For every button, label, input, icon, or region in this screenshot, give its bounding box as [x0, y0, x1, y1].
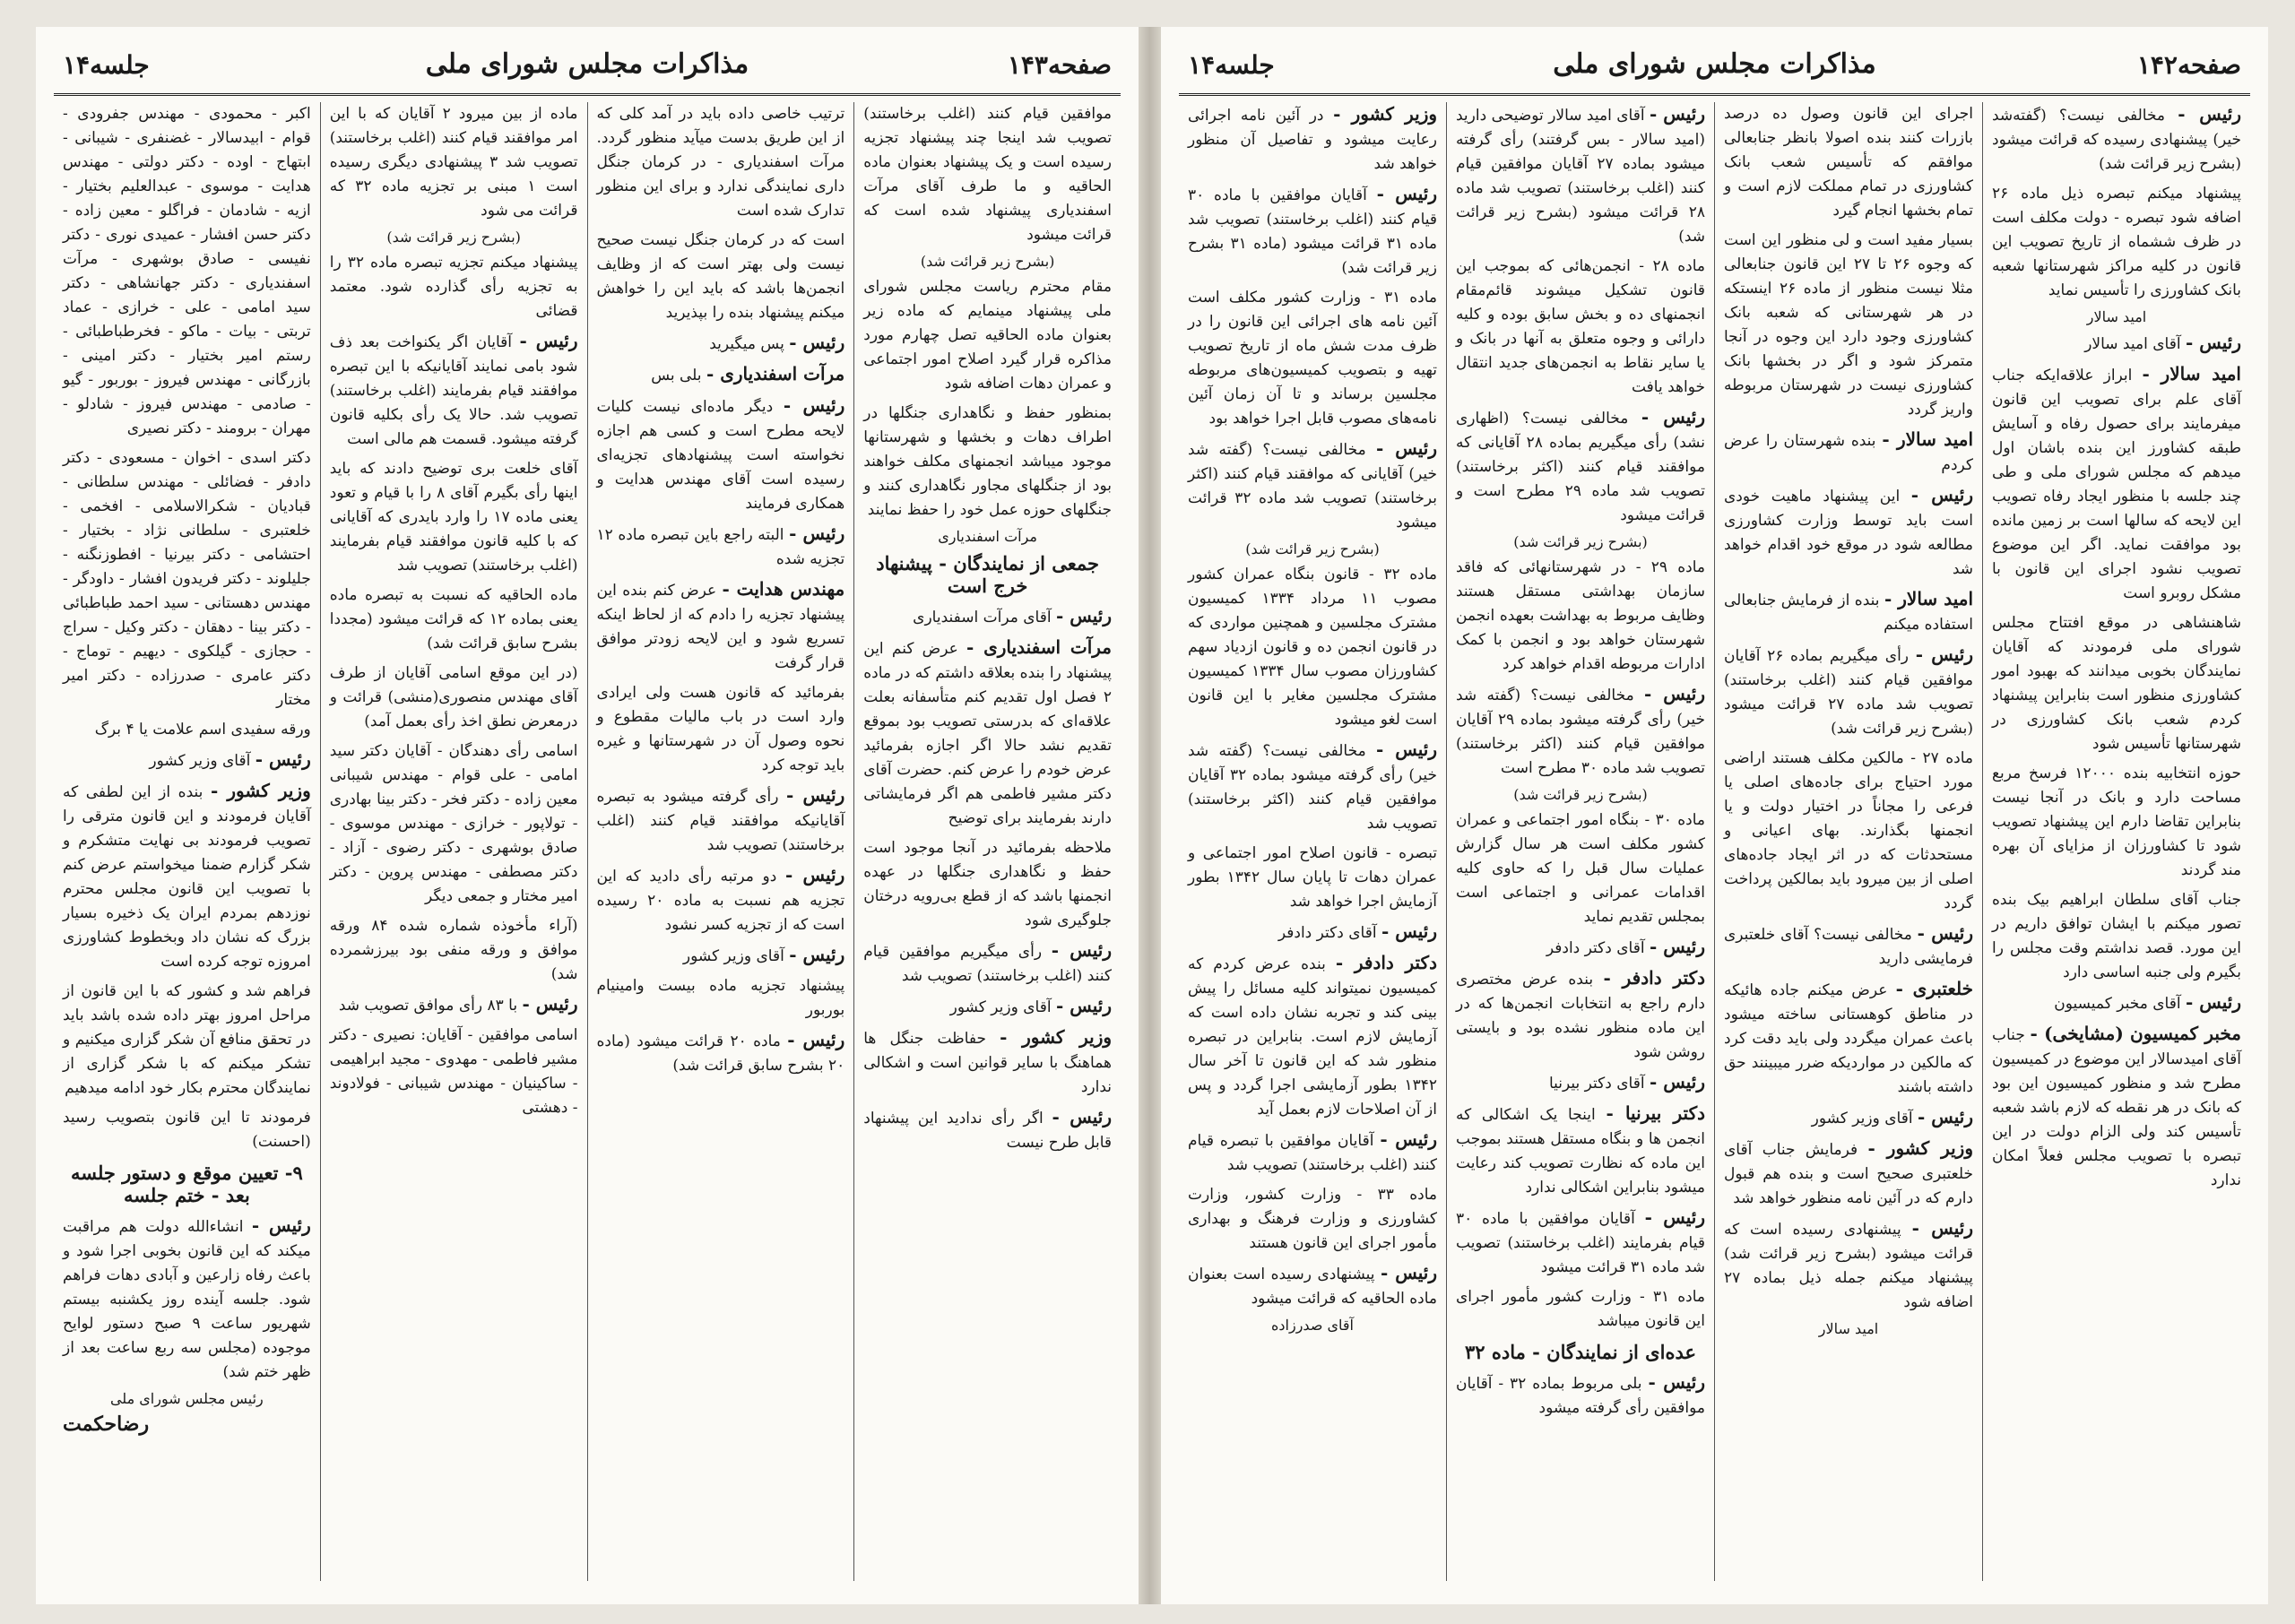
paragraph [1456, 1101, 1705, 1200]
left-page-header [54, 43, 1121, 96]
speaker-name: وزیر کشور - [1333, 103, 1438, 125]
paragraph [1724, 747, 1973, 916]
paragraph-text: فرمایش جناب آقای خلعتبری صحیح است و بنده هم قبول دارم که در آئین نامه منظور خواهد شد [1724, 1141, 1973, 1207]
speaker-name: رئیس - [2178, 103, 2241, 125]
speaker-name: رئیس - [1380, 1262, 1438, 1283]
paragraph-text: مخالفی نیست؟ آقای خلعتبری فرمایشی دارید [1724, 926, 1973, 968]
paragraph-text: ماده الحاقیه که نسبت به تبصره ماده یعنی بماده ۱۲ که قرائت میشود (مجددا بشرح سابق قرائت شد) [329, 586, 578, 652]
paragraph [1188, 1261, 1437, 1311]
paragraph-text: جناب آقای امیدسالار این موضوع در کمیسیون مطرح شد و منظور کمیسیون این بود که بانک در هر نقطه که لازم باشد شعبه تأسیس کند ولی الزام دولت در این تبصره با تصویب مجلس فعلاً امکان ندارد [1992, 1026, 2241, 1189]
paragraph [1724, 587, 1973, 637]
paragraph [597, 102, 845, 223]
paragraph-text: مقام محترم ریاست مجلس شورای ملی پیشنهاد مینمایم که ماده زیر بعنوان ماده الحاقیه تصل چهارم مورد مذاکره قرار گیرد اصلاح امور اجتماعی و عمران دهات اضافه شود [863, 278, 1112, 393]
paragraph-text: آقای وزیر کشور [949, 998, 1052, 1016]
paragraph-text: آقای دکتر دادفر [1546, 939, 1645, 957]
paragraph [63, 1214, 311, 1385]
paragraph-text: ماده ۲۹ - در شهرستانهائی که فاقد سازمان بهداشتی مستقل هستند وظایف مربوط به بهداشت بعهده انجمن شهرستان خواهد بود و انجمن با کمک ادارات مربوطه اقدام خواهد کرد [1456, 558, 1705, 673]
speaker-name: رئیس - [1641, 406, 1705, 428]
paragraph [63, 446, 311, 713]
paragraph-text: ماده ۳۰ - بنگاه امور اجتماعی و عمران کشور مکلف است هر سال گزارش عملیات سال قبل را که حاوی کلیه اقدامات عمرانی و اجتماعی است بمجلس تقدیم نماید [1456, 811, 1705, 926]
paragraph [330, 102, 578, 223]
paragraph-text: اینجا یک اشکالی که انجمن ها و بنگاه مستقل هستند بموجب این ماده که نظارت تصویب کند رعایت میشود بنابراین اشکالی ندارد [1456, 1106, 1705, 1196]
paragraph [330, 661, 578, 734]
speaker-name: رئیس - [1911, 1217, 1974, 1239]
text-column [1982, 102, 2250, 1581]
paragraph [63, 747, 311, 773]
paragraph-text: بنده عرض کردم که کمیسیون نمیتواند کلیه مسائل را پیش بینی کند و تجربه نشان داده است که آزمایش لازم است. بنابراین در تبصره منظور شد که این قانون تا آخر سال ۱۳۴۲ بطور آزمایشی اجرا گردد و پس از آن اصلاحات لازم بعمل آید [1188, 955, 1437, 1119]
paragraph-text: بفرمائید که قانون هست ولی ایرادی وارد است در باب مالیات مقطوع و نحوه وصول آن در شهرستانها و غیره باید توجه کرد [596, 684, 845, 774]
paragraph-text: آقای مرآت اسفندیاری [913, 609, 1052, 626]
paragraph-text: مخالفی نیست؟ (اظهاری نشد) رأی میگیریم بماده ۲۸ آقایانی که موافقند قیام کنند (اکثر برخاستند) تصویب شد ماده ۲۹ مطرح است و قرائت میشود [1456, 410, 1706, 524]
paragraph [597, 681, 845, 778]
paragraph [1456, 556, 1705, 677]
paragraph-text: مخالفی نیست؟ (گفته‌شد خیر) پیشنهادی رسیده که قرائت میشود (بشرح زیر قرائت شد) [1992, 107, 2241, 173]
speaker-name: رئیس - [1649, 103, 1706, 125]
right-page-columns [1179, 102, 2250, 1581]
paragraph [1188, 563, 1437, 732]
text-column [1179, 102, 1446, 1581]
text-column [1714, 102, 1982, 1581]
paragraph-text: بمنظور حفظ و نگاهداری جنگلها در اطراف دهات و بخشها و شهرستانها موجود میباشد انجمنهای مکلف خواهند بود از جنگلهای مجاور نگاهداری کنند و جنگلهای حوزه عمل خود را حفظ نمایند [863, 404, 1112, 519]
paragraph [1992, 762, 2241, 883]
speaker-name: رئیس - [1649, 936, 1705, 957]
paragraph [863, 275, 1112, 396]
paragraph [1992, 182, 2241, 303]
paragraph [863, 102, 1112, 247]
paragraph-text: بنده از این لطفی که آقایان فرمودند و این قانون مترقی را تصویب فرمودند بی نهایت متشکرم و شکر گزارم ضمنا میخواستم عرض کنم با تصویب این قانون مجلس محترم نوزدهم بمردم ایران یک ذخیره بسیار بزرگ که نشان داد وبخطوط کشاورزی امروزه توجه کرده است [63, 783, 311, 971]
stage-note: (بشرح زیر قرائت شد) [1245, 540, 1380, 557]
paragraph-text: ملاحظه بفرمائید در آنجا موجود است حفظ و نگاهداری جنگلها در عهده انجمنها باشد که از قطع بی‌رویه درختان جلوگیری شود [863, 839, 1112, 929]
speaker-name: رئیس - [2185, 991, 2241, 1013]
paragraph [1456, 935, 1705, 961]
paragraph [597, 393, 845, 516]
paragraph [1992, 331, 2241, 357]
paragraph [1188, 951, 1437, 1122]
speaker-name: دکتر دادفر - [1335, 952, 1437, 973]
paragraph [597, 783, 845, 858]
speaker-name: رئیس - [1376, 437, 1437, 459]
paragraph [1992, 362, 2241, 606]
stage-note: امید سالار [2086, 308, 2147, 325]
paragraph [1456, 102, 1705, 249]
speaker-name: رئیس - [1649, 1071, 1705, 1093]
speaker-name: رئیس - [251, 1214, 311, 1236]
paragraph-text: پیشنهادی رسیده است که قرائت میشود (بشرح زیر قرائت شد) پیشنهاد میکنم جمله ذیل بماده ۲۷ اضافه شود [1724, 1221, 1973, 1311]
stage-note: آقای صدرزاده [1271, 1317, 1354, 1334]
paragraph-text: دیگر ماده‌ای نیست کلیات لایحه مطرح است و کسی هم اجازه نخواسته است پیشنهادهای تجزیه‌ای رسیده است آقای مهندس هدایت و همکاری فرمایند [596, 398, 845, 513]
paragraph-text: عرض کنم این پیشنهاد را بنده بعلاقه داشتم که در ماده ۲ فصل اول تقدیم کنم متأسفانه بعلت علاقه‌ای که بدرستی تصویب بود بموقع تقدیم نشد حالا اگر اجازه بفرمائید عرض خودم را عرض کنم. حضرت آقای دکتر مشیر فاطمی هم اگر فرمایشاتی دارند بفرمایند برای توضیح [863, 640, 1112, 827]
left-page-title: مذاکرات مجلس شورای ملی [425, 48, 749, 80]
paragraph [1188, 920, 1437, 946]
speaker-name: وزیر کشور - [1867, 1137, 1973, 1159]
paragraph-text: عرض میکنم جاده هائیکه در مناطق کوهستانی ساخته میشود باعث عمران میگردد ولی باید دقت کرد که مالکین در مواردیکه ضرر میبینند حق داشته باشند [1724, 981, 1973, 1096]
speaker-name: رئیس - [522, 993, 578, 1015]
paragraph [597, 331, 845, 357]
paragraph [597, 863, 845, 937]
paragraph [63, 718, 311, 742]
right-page-title: مذاکرات مجلس شورای ملی [1553, 48, 1876, 80]
speaker-name: رئیس - [1910, 484, 1973, 505]
paragraph-text: اکبر - محمودی - مهندس جفرودی - قوام - ابیدسالار - غضنفری - شیبانی - ابتهاج - اوده - دکتر دولتی - مهندس هدایت - موسوی - عبدالعلیم بختیار - ازیه - شادمان - فراگلو - معین زاده - دکتر حسن افشار - عمیدی نوری - دکتر نفیسی - صادق بوشهری - مرآت اسفندیاری - دکتر جهانشاهی - دکتر سید امامی - علی - خرازی - عماد تربتی - بیات - ماکو - فخرطباطبائی - رستم امیر بختیار - دکتر امینی - بازرگانی - مهندس فیروز - بوربور - گیو - صادمی - مهندس فیروز - شادلو - مهران - برومند - دکتر نصیری [63, 105, 311, 437]
paragraph-text: مخالفی نیست؟ (گفته شد خیر) آقایانی که موافقند قیام کنند (اکثر برخاستند) تصویب شد ماده ۳۲ قرائت میشود [1188, 441, 1438, 531]
paragraph [597, 229, 845, 325]
paragraph-text: بلی مربوط بماده ۳۲ - آقایان موافقین رأی گرفته میشود [1456, 1375, 1705, 1417]
signature: رضاحکمت [63, 1412, 150, 1436]
paragraph [1724, 483, 1973, 582]
paragraph-text: آقای امید سالار [2084, 335, 2181, 353]
paragraph-text: در آئین نامه اجرائی رعایت میشود و تفاصیل آن منظور خواهد شد [1188, 107, 1437, 173]
paragraph [63, 779, 311, 974]
text-column [1446, 102, 1714, 1581]
text-column [853, 102, 1121, 1581]
speaker-name: رئیس - [255, 748, 311, 770]
right-page [1161, 27, 2268, 1604]
paragraph [863, 938, 1112, 989]
paragraph-text: عرض کنم بنده این پیشنهاد تجزیه را دادم که از لحاظ اینکه تسریع شود و این لایحه زودتر موافق قرار گرفت [596, 582, 845, 672]
paragraph-text: پیشنهاد تجزیه ماده بیست وامینیام بوربور [596, 977, 845, 1019]
paragraph [1456, 682, 1705, 781]
paragraph [863, 604, 1112, 630]
paragraph-text: ماده ۲۸ - انجمن‌هائی که بموجب این قانون تشکیل میشوند قائم‌مقام انجمنهای ده و بخش سابق بوده و کلیه دارائی و وجوه متعلق به آنها در بانک و یا سایر نقاط به انجمن‌های جدید انتقال خواهد یافت [1456, 257, 1705, 396]
speaker-name: مهندس هدایت - [722, 578, 845, 600]
paragraph-text: رأی میگیریم موافقین قیام کنند (اغلب برخاستند) تصویب شد [863, 943, 1112, 985]
paragraph-text: فراهم شد و کشور که با این قانون از مراحل امروز بهتر داده شده باشد باید در تحقق منافع آن شکر گزاری میکنیم و تشکر میکنم که با شکر گزاری از نمایندگان محترم بکار خود ادامه میدهیم [63, 982, 311, 1097]
text-column [54, 102, 320, 1581]
text-column [320, 102, 587, 1581]
paragraph-text: این پیشنهاد ماهیت خودی است باید توسط وزارت کشاورزی مطالعه شود در موقع خود اقدام خواهد شد [1724, 488, 1973, 578]
speaker-name: رئیس - [786, 784, 845, 806]
paragraph-text: بنده شهرستان را عرض کردم [1724, 432, 1973, 474]
paragraph-text: آقای امید سالار توضیحی دارید (امید سالار - بس گرفتند) رأی گرفته میشود بماده ۲۷ آقایان موافقین قیام کنند (اغلب برخاستند) تصویب شد ماده ۲۸ قرائت میشود (بشرح زیر قرائت شد) [1456, 107, 1705, 246]
paragraph [1188, 1127, 1437, 1178]
speaker-name: مرآت اسفندیاری - [706, 363, 845, 384]
paragraph-text: اسامی رأی دهندگان - آقایان دکتر سید امامی - علی قوام - مهندس شیبانی معین زاده - دکتر فخر - دکتر بینا بهادری - تولاپور - خرازی - مهندس موسوی - صادق بوشهری - دکتر رضوی - آزاد - دکتر مصطفی - مهندس پروین - دکتر امیر مختار و جمعی دیگر [329, 742, 578, 905]
paragraph-text: رأی گرفته میشود به تبصره آقایانیکه موافقند قیام کنند (اغلب برخاستند) تصویب شد [596, 788, 845, 854]
paragraph-text: فرمودند تا این قانون بتصویب رسید (احسنت) [63, 1109, 311, 1151]
paragraph-text: اگر رأی ندادید این پیشنهاد قابل طرح نیست [863, 1110, 1112, 1152]
paragraph-text: آقای خلعت بری توضیح دادند که باید اینها رأی بگیرم آقای ۸ را با قیام و تعود یعنی ماده ۱۷ را وارد بایدری که آقایانی که با کلیه قانون موافقند قیام بفرمایند (اغلب برخاستند) تصویب شد [329, 460, 578, 574]
paragraph-text: آقای وزیر کشور [149, 752, 251, 770]
stage-note: (بشرح زیر قرائت شد) [386, 229, 521, 246]
paragraph-text: (در این موقع اسامی آقایان از طرف آقای مهندس منصوری(منشی) قرائت و درمعرض نطق اخذ رأی بعمل آمد) [329, 664, 578, 730]
paragraph-text: ماده ۳۱ - وزارت کشور مکلف است آئین نامه های اجرائی این قانون را در ظرف مدت شش ماه از تاریخ تصویب تهیه و بتصویب کمیسیون‌های مربوطه مجلسین برساند و تا آن زمان آئین نامه‌های مصوب قابل اجرا خواهد بود [1188, 289, 1438, 428]
paragraph [863, 994, 1112, 1020]
paragraph-text: ماده ۲۷ - مالکین مکلف هستند اراضی مورد احتیاج برای جاده‌های اصلی یا فرعی را مجاناً در اختیار دولت و یا انجمنها بگذارند. بهای اعیانی و مستحدثات که در اثر ایجاد جاده‌های اصلی از بین میرود باید بمالکین پرداخت گردد [1724, 749, 1973, 912]
paragraph [63, 1106, 311, 1154]
section-heading: جمعی از نمایندگان - پیشنهاد خرج است [876, 552, 1100, 597]
paragraph-text: حوزه انتخابیه بنده ۱۲۰۰۰ فرسخ مربع مساحت دارد و بانک در آنجا نیست بنابراین تقاضا دارم این پیشنهاد تصویب شود تا کشاورزان از مزایای آن بهره مند گردند [1992, 764, 2241, 879]
paragraph-text: آقای وزیر کشور [682, 947, 784, 965]
paragraph-text: بلی بس [651, 367, 702, 384]
paragraph [330, 1024, 578, 1120]
speaker-name: رئیس - [1648, 1371, 1705, 1393]
speaker-name: رئیس - [1376, 183, 1438, 204]
speaker-name: رئیس - [789, 523, 845, 544]
paragraph-text: پیشنهاد میکنم تبصره ذیل ماده ۲۶ اضافه شود تبصره - دولت مکلف است در ظرف ششماه از تاریخ تصویب این قانون در کلیه مراکز شهرستانها شعبه بانک کشاورزی را تأسیس نماید [1992, 185, 2241, 299]
paragraph [1456, 255, 1705, 400]
paragraph [1724, 428, 1973, 478]
section-heading: ۹- تعیین موقع و دستور جلسه بعد - ختم جلسه [70, 1162, 303, 1206]
speaker-name: امید سالار - [1882, 428, 1973, 450]
paragraph-text: تبصره - قانون اصلاح امور اجتماعی و عمران دهات تا پایان سال ۱۳۴۲ بطور آزمایش اجرا خواهد شد [1188, 844, 1437, 911]
speaker-name: مخبر کمیسیون (مشایخی) - [2030, 1023, 2242, 1044]
paragraph-text: ترتیب خاصی داده باید در آمد کلی که از این طریق بدست میآید منظور گردد. مرآت اسفندیاری - در کرمان جنگل داری نمایندگی ندارد و برای این منظور تدارک شده است [596, 105, 845, 220]
paragraph [1992, 990, 2241, 1016]
speaker-name: رئیس - [1644, 683, 1705, 704]
paragraph-text: آقایان موافقین با تبصره قیام کنند (اغلب برخاستند) تصویب شد [1188, 1132, 1437, 1174]
paragraph [863, 402, 1112, 523]
stage-note: (بشرح زیر قرائت شد) [1513, 533, 1648, 550]
paragraph-text: ماده ۳۳ - وزارت کشور، وزارت کشاورزی و وزارت فرهنگ و بهداری مأمور اجرای این قانون هستند [1188, 1186, 1437, 1252]
paragraph [863, 836, 1112, 933]
paragraph-text: انشاءالله دولت هم مراقبت میکند که این قانون بخوبی اجرا شود و باعث رفاه زارعین و آبادی دهات فراهم شود. جلسه آینده روز یکشنبه بیستم شهریور ساعت ۹ صبح دستور لوایح موجوده (مجلس سه ربع ساعت بعد از ظهر ختم شد) [63, 1218, 311, 1381]
paragraph [863, 1105, 1112, 1155]
paragraph-text: آقایان اگر یکنواخت بعد ذف شود بامی نمایند آقایانیکه با این تبصره موافقند قیام بفرمایند (اغلب برخاستند) تصویب شد. حالا یک رأی بکلیه قانون گرفته میشود. قسمت هم مالی است [329, 333, 578, 448]
paragraph [330, 583, 578, 656]
paragraph [1188, 738, 1437, 836]
left-page-columns [54, 102, 1121, 1581]
paragraph-text: مخالفی نیست؟ (گفته شد خیر) رأی گرفته میشود بماده ۳۲ آقایان موافقین قیام کنند (اکثر برخاستند) تصویب شد [1188, 742, 1437, 833]
speaker-name: وزیر کشور - [210, 780, 311, 801]
paragraph-text: مخالفی نیست؟ (گفته شد خیر) رأی گرفته میشود بماده ۲۹ آقایان موافقین قیام کنند (اکثر برخاستند) تصویب شد ماده ۳۰ مطرح است [1456, 687, 1705, 777]
paragraph [330, 914, 578, 987]
paragraph-text: جناب آقای سلطان ابراهیم بیک بنده تصور میکنم با ایشان توافق داریم در این مورد. قصد نداشتم وقت مجلس را بگیرم ولی جنبه اساسی دارد [1992, 891, 2241, 981]
paragraph [330, 457, 578, 578]
paragraph [1456, 1285, 1705, 1334]
speaker-name: دکتر بیرنیا - [1606, 1102, 1706, 1124]
paragraph-text: شاهنشاهی در موقع افتتاح مجلس شورای ملی فرمودند که آقایان نمایندگان بخوبی میدانند که بهبود امور کشاورزی منظور است بنابراین پیشنهاد کردم شعب بانک کشاورزی در شهرستانها تأسیس شود [1992, 614, 2241, 753]
speaker-name: رئیس - [519, 330, 578, 351]
paragraph-text: آقای دکتر بیرنیا [1548, 1075, 1645, 1093]
paragraph [1724, 977, 1973, 1100]
speaker-name: امید سالار - [2142, 363, 2241, 384]
left-page-number: صفحه۱۴۳ [1007, 50, 1112, 80]
paragraph-text: ماده ۲۰ قرائت میشود (ماده ۲۰ بشرح سابق قرائت شد) [596, 1032, 845, 1075]
paragraph-text: اسامی موافقین - آقایان: نصیری - دکتر مشیر فاطمی - مهدوی - مجید ابراهیمی - ساکینیان - مهندس شیبانی - فولادوند - دهشتی [329, 1026, 578, 1117]
page-gutter [1139, 27, 1161, 1604]
speaker-name: وزیر کشور - [1000, 1026, 1113, 1048]
paragraph [1724, 229, 1973, 422]
paragraph-text: اجرای این قانون وصول ده درصد بازرات کنند بنده اصولا بانظر جنابعالی موافقم که تأسیس شعب بانک کشاورزی در تمام مملکت لازم است و تمام بخشها انجام گیرد [1724, 105, 1973, 220]
paragraph-text: با ۸۳ رأی موافق تصویب شد [338, 997, 518, 1015]
speaker-name: رئیس - [1055, 995, 1112, 1016]
paragraph [1188, 1183, 1437, 1256]
paragraph [330, 739, 578, 909]
paragraph-text: آقای دکتر دادفر [1277, 924, 1377, 942]
speaker-name: رئیس - [1376, 739, 1437, 760]
speaker-name: رئیس - [783, 394, 845, 416]
stage-note: مرآت اسفندیاری [938, 528, 1037, 545]
paragraph [597, 1028, 845, 1078]
speaker-name: رئیس - [1052, 1106, 1112, 1127]
paragraph [863, 1025, 1112, 1100]
speaker-name: رئیس - [2185, 332, 2241, 353]
paragraph-text: حفاظت جنگل ها هماهنگ با سایر قوانین است و اشکالی ندارد [863, 1030, 1112, 1096]
speaker-name: خلعتبری - [1895, 978, 1973, 999]
paragraph [863, 635, 1112, 831]
paragraph [597, 522, 845, 572]
paragraph [1456, 966, 1705, 1065]
paragraph [1992, 102, 2241, 177]
paragraph-text: ابراز علاقه‌ایکه جناب آقای علم برای تصویب این قانون میفرمایند برای حصول رفاه و آسایش طبقه کشاورز این بنده باشان اول میدهم که مجلس شورای ملی و طی چند جلسه با منظور ایجاد رفاه تصویب این لایحه که سالها است بر زمین مانده بود موافقت نماید. اگر این موضوع تصویب نشود اجرای این قانون با مشکل روبرو است [1992, 367, 2241, 602]
speaker-name: رئیس - [1381, 920, 1437, 942]
paragraph [1724, 921, 1973, 972]
paragraph [1724, 1105, 1973, 1131]
stage-note: رئیس مجلس شورای ملی [109, 1390, 264, 1407]
paragraph [1456, 1370, 1705, 1421]
paragraph-text: پس میگیرید [709, 335, 784, 353]
paragraph [597, 577, 845, 676]
paragraph [1992, 611, 2241, 756]
paragraph-text: ماده ۳۲ - قانون بنگاه عمران کشور مصوب ۱۱ مرداد ۱۳۳۴ کمیسیون مشترک مجلسین و همچنین مواردی که در قانون انجمن ده و قانون ازدیاد سهم کشاورزان مصوب سال ۱۳۳۴ کمیسیون مشترک مجلسین مغایر با این قانون است لغو میشود [1188, 566, 1437, 729]
paragraph-text: دو مرتبه رأی دادید که این تجزیه هم نسبت به ماده ۲۰ رسیده است که از تجزیه کسر نشود [596, 868, 845, 934]
paragraph-text: آقایان موافقین با ماده ۳۰ قیام بفرمایند (اغلب برخاستند) تصویب شد ماده ۳۱ قرائت میشود [1456, 1210, 1705, 1276]
speaker-name: رئیس - [789, 944, 845, 965]
paragraph [1188, 286, 1437, 431]
paragraph-text: البته راجع باین تبصره ماده ۱۲ تجزیه شده [596, 526, 845, 568]
paragraph [1456, 808, 1705, 929]
speaker-name: امید سالار - [1884, 588, 1974, 609]
right-page-number: صفحه۱۴۲ [2136, 50, 2241, 80]
paragraph [1724, 1136, 1973, 1211]
left-session-label: جلسه۱۴ [63, 50, 150, 80]
paragraph [1188, 182, 1437, 281]
paragraph [1724, 102, 1973, 223]
paragraph [63, 980, 311, 1101]
paragraph [1188, 842, 1437, 914]
speaker-name: رئیس - [784, 864, 845, 885]
paragraph-text: آقای وزیر کشور [1811, 1110, 1913, 1127]
paragraph [1456, 1070, 1705, 1096]
paragraph-text: آقایان موافقین با ماده ۳۰ قیام کنند (اغلب برخاستند) تصویب شد ماده ۳۱ قرائت میشود (ماده ۳۱ بشرح زیر قرائت شد) [1188, 186, 1438, 277]
section-heading: عده‌ای از نمایندگان - ماده ۳۲ [1464, 1341, 1697, 1363]
paragraph [597, 974, 845, 1023]
speaker-name: رئیس - [1917, 1106, 1973, 1127]
paragraph-text: بسیار مفید است و لی منظور این است که وجوه ۲۶ تا ۲۷ این قانون جنابعالی مثلا نیست منظور از ماده ۲۶ اینستکه در هر شهرستانی که شعبه بانک کشاورزی وجود دارد این وجوه در آنجا متمرکز شود و اگر در بخشها بانک کشاورزی نیست در شهرستان مربوطه واریز گردد [1724, 231, 1973, 419]
speaker-name: رئیس - [787, 1029, 845, 1050]
paragraph [597, 362, 845, 388]
paragraph-text: دکتر اسدی - اخوان - مسعودی - دکتر دادفر - فضائلی - مهندس سلطانی - قبادیان - شکرالاسلامی - افخمی - خلعتبری - سلطانی نژاد - بختیار - احتشامی - دکتر بیرنیا - افطوزنگنه - جلیلوند - دکتر فریدون افشار - داودگر - مهندس دهستانی - سید احمد طباطبائی - دکتر بینا - دهقان - دکتر وکیل - سراج - حجازی - گیلکوی - دیهیم - توماج - دکتر عامری - صدرزاده - دکتر امیر مختار [63, 449, 311, 709]
paragraph [1992, 888, 2241, 985]
speaker-name: رئیس - [1917, 922, 1974, 944]
paragraph [1188, 436, 1437, 535]
paragraph [330, 251, 578, 324]
paragraph-text: بنده از فرمایش جنابعالی استفاده میکنم [1724, 592, 1973, 634]
paragraph-text: موافقین قیام کنند (اغلب برخاستند) تصویب شد اینجا چند پیشنهاد تجزیه رسیده است و یک پیشنهاد بعنوان ماده الحاقیه و ما طرف آقای مرآت اسفندیاری پیشنهاد شده است که قرائت میشود [863, 105, 1112, 244]
speaker-name: رئیس - [1055, 605, 1112, 626]
paragraph [330, 992, 578, 1018]
speaker-name: مرآت اسفندیاری - [966, 636, 1112, 658]
paragraph-text: ماده ۳۱ - وزارت کشور مأمور اجرای این قانون میباشد [1456, 1288, 1705, 1330]
paragraph-text: ورقه سفیدی اسم علامت یا ۴ برگ [94, 721, 311, 739]
text-column [587, 102, 854, 1581]
right-page-header [1179, 43, 2250, 96]
stage-note: (بشرح زیر قرائت شد) [920, 253, 1055, 270]
paragraph-text: رأی میگیریم بماده ۲۶ آقایان موافقین قیام کنند (اغلب برخاستند) تصویب شد ماده ۲۷ قرائت میشود (بشرح زیر قرائت شد) [1724, 647, 1973, 738]
paragraph [63, 102, 311, 441]
paragraph [1724, 1216, 1973, 1315]
paragraph-text: است که در کرمان جنگل نیست صحیح نیست ولی بهتر است که از وظایف انجمن‌ها باشد که باید این را خواهش میکنم پیشنهاد بنده را بپذیرید [596, 231, 845, 322]
paragraph-text: ماده از بین میرود ۲ آقایان که با این امر موافقند قیام کنند (اغلب برخاستند) تصویب شد ۳ پیشنهادی دیگری رسیده است ۱ مبنی بر تجزیه ماده ۳۲ که قرائت می شود [329, 105, 578, 220]
speaker-name: رئیس - [1380, 1128, 1438, 1150]
left-page [36, 27, 1139, 1604]
paragraph-text: پیشنهاد میکنم تجزیه تبصره ماده ۳۲ را به تجزیه رأی گذارده شود. معتمد قضائی [329, 254, 578, 320]
speaker-name: رئیس - [789, 332, 845, 353]
paragraph [1992, 1022, 2241, 1193]
stage-note: امید سالار [1818, 1320, 1879, 1337]
paragraph [1456, 405, 1705, 528]
speaker-name: رئیس - [1644, 1206, 1706, 1228]
stage-note: (بشرح زیر قرائت شد) [1513, 786, 1648, 803]
paragraph-text: بنده عرض مختصری دارم راجع به انتخابات انجمن‌ها که در این ماده منظور نشده بود و بایستی روشن شود [1456, 971, 1705, 1061]
paragraph [1456, 1205, 1705, 1280]
speaker-name: رئیس - [1915, 644, 1973, 665]
paragraph [1188, 102, 1437, 177]
paragraph [1724, 643, 1973, 741]
paragraph [330, 329, 578, 452]
paragraph-text: پیشنهادی رسیده است بعنوان ماده الحاقیه که قرائت میشود [1188, 1266, 1437, 1308]
speaker-name: دکتر دادفر - [1603, 967, 1705, 989]
paragraph-text: (آراء مأخوذه شماره شده ۸۴ ورقه موافق و ورقه منفی بود بیرزشمرده شد) [329, 917, 578, 983]
speaker-name: رئیس - [1051, 939, 1113, 961]
paragraph-text: آقای مخبر کمیسیون [2054, 995, 2181, 1013]
paragraph [597, 943, 845, 969]
right-session-label: جلسه۱۴ [1188, 50, 1275, 80]
